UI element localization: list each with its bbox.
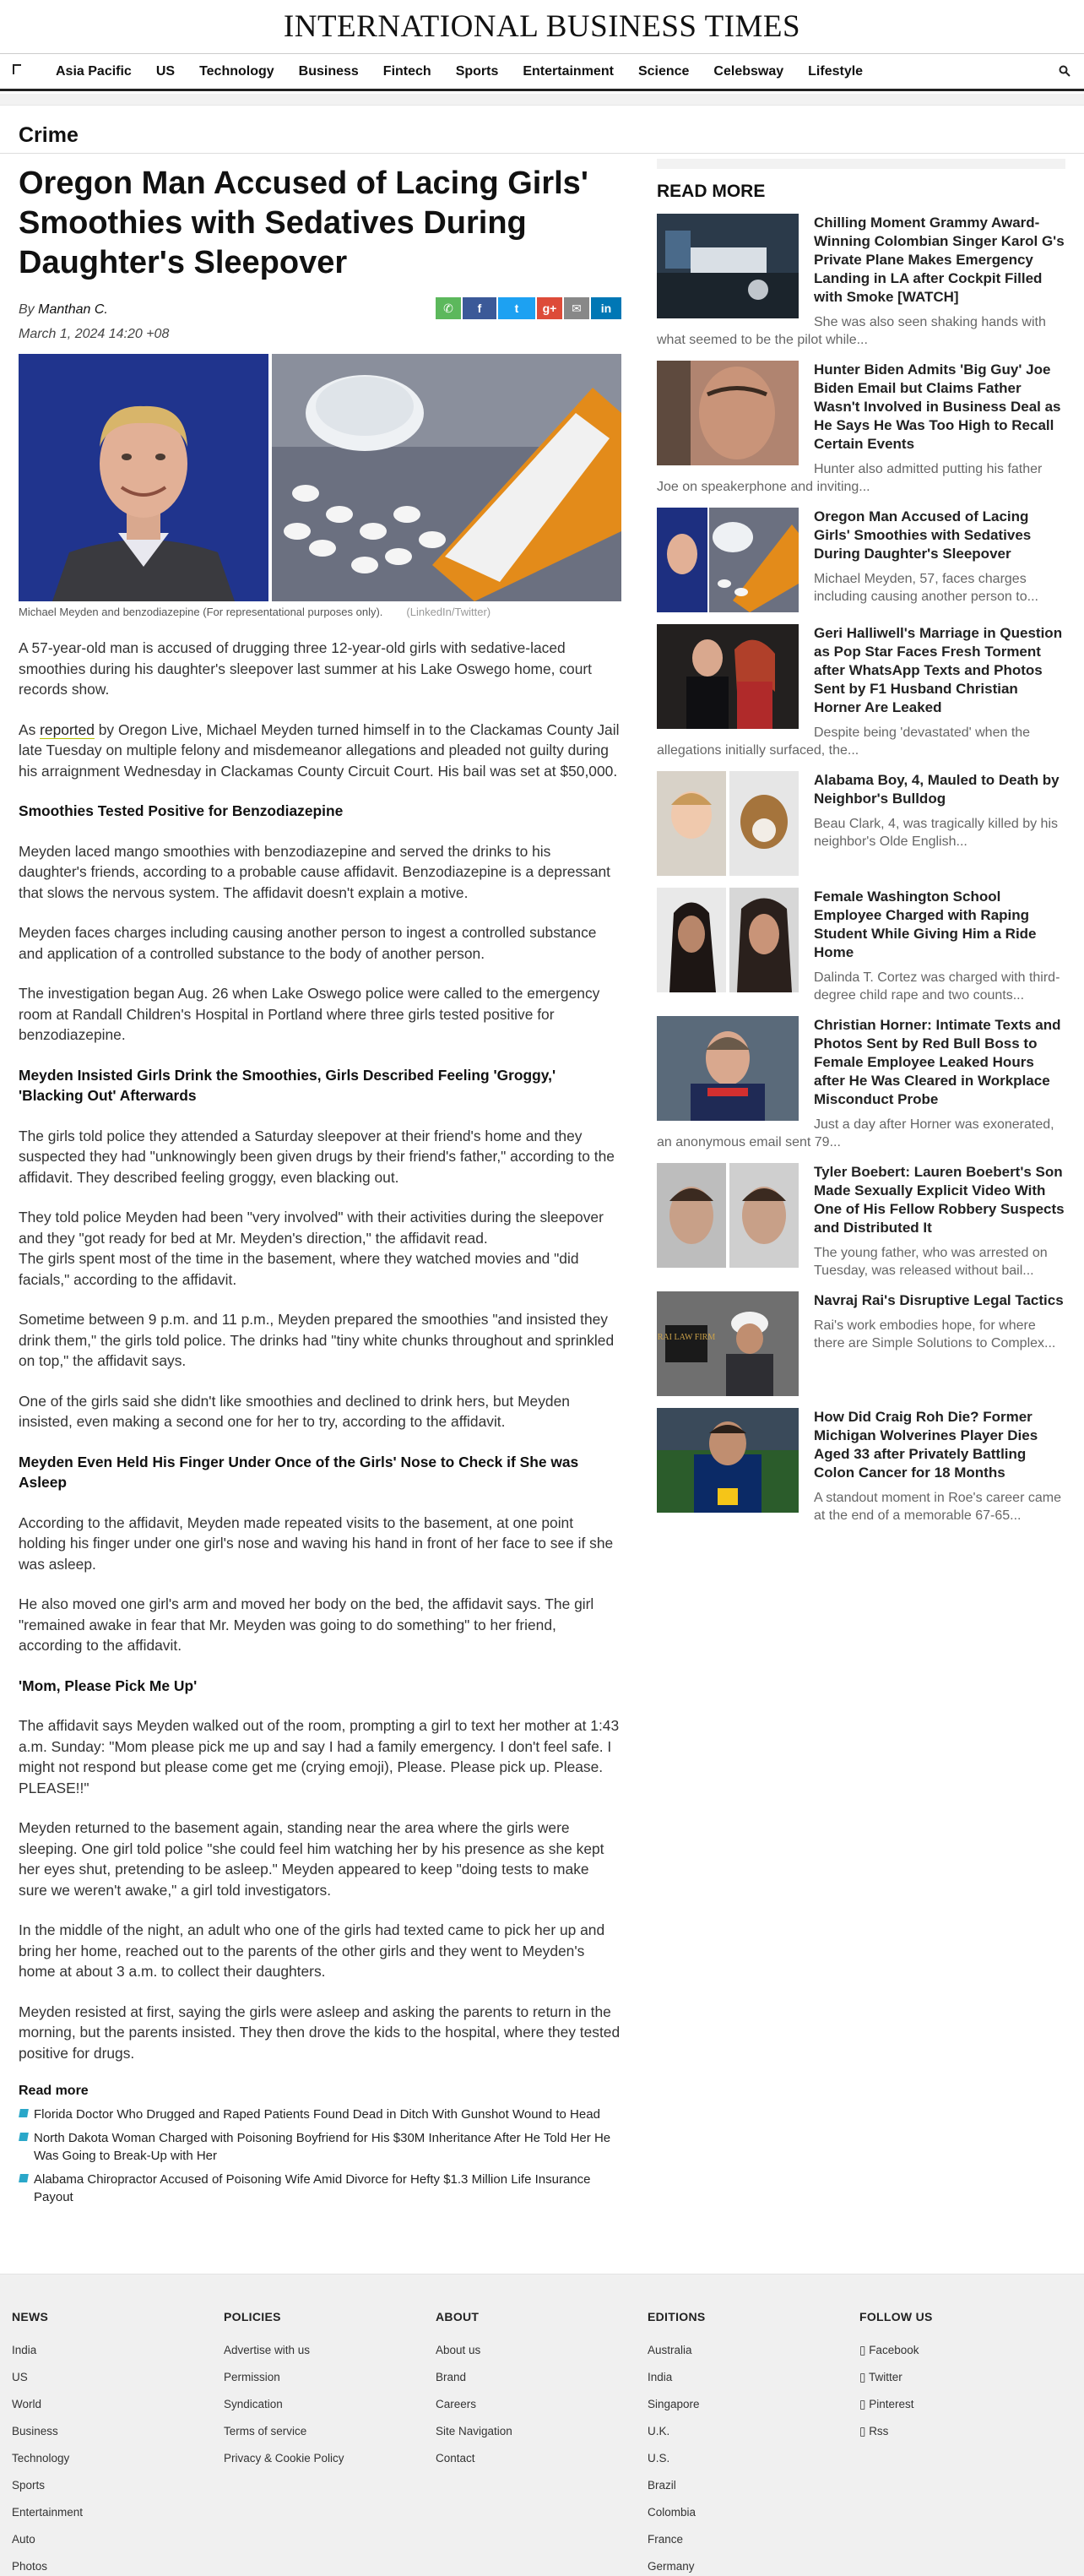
footer-link[interactable]: Brazil [648, 2479, 676, 2492]
bullet-icon [19, 2174, 29, 2182]
email-share-icon[interactable]: ✉ [564, 297, 589, 319]
facebook-link[interactable] [859, 2344, 933, 2371]
footer-link[interactable]: U.K. [648, 2425, 670, 2437]
footer-link[interactable]: Syndication [224, 2398, 283, 2410]
paragraph-text: The girls spent most of the time in the basement, where they watched movies and "did facials," according to the affidavit. [19, 1250, 579, 1288]
site-logo[interactable]: INTERNATIONAL BUSINESS TIMES [283, 9, 801, 44]
footer-link[interactable]: Germany [648, 2560, 695, 2573]
rai-logo-text: RAI LAW FIRM [657, 1333, 716, 1342]
footer-link[interactable]: Privacy & Cookie Policy [224, 2452, 344, 2465]
footer-link[interactable]: India [12, 2344, 37, 2356]
card-desc: Dalinda T. Cortez was charged with third-degree child rape and two counts... [814, 970, 1060, 1003]
footer-link[interactable]: India [648, 2371, 673, 2383]
card-desc: Rai's work embodies hope, for where there are Simple Solutions to Complex... [814, 1318, 1056, 1350]
card-thumbnail[interactable] [657, 1163, 799, 1268]
footer-link[interactable]: Site Navigation [436, 2425, 512, 2437]
card-desc: Michael Meyden, 57, faces charges including causing another person to... [814, 572, 1038, 604]
google-plus-share-icon[interactable]: g+ [537, 297, 562, 319]
paragraph-text: They told police Meyden had been "very involved" with their activities during the sleepover and they "got ready for bed at Mr. Meyden's direction," the affidavit read. [19, 1209, 604, 1247]
share-bar [434, 297, 621, 319]
paragraph: One of the girls said she didn't like smoothies and declined to drink hers, but Meyden insisted, even making a second one for her to try, according to the affidavit. [19, 1392, 570, 1430]
footer-link[interactable]: Permission [224, 2371, 280, 2383]
subheading: 'Mom, Please Pick Me Up' [19, 1677, 198, 1694]
inline-read-more-text[interactable]: Alabama Chiropractor Accused of Poisoning Wife Amid Divorce for Hefty $1.3 Million Life Insurance Payout [34, 2172, 591, 2204]
sidebar-card[interactable] [657, 1016, 1065, 1151]
sidebar-card[interactable] [657, 361, 1065, 496]
nav-item-fintech[interactable]: Fintech [382, 63, 431, 79]
footer-link[interactable]: U.S. [648, 2452, 670, 2465]
paragraph: Meyden laced mango smoothies with benzodiazepine and served the drinks to his daughter's friends, according to a probable cause affidavit. Benzodiazepine is a depressant that slows the nervous system. The affidavit doesn't explain a motive. [19, 842, 611, 901]
sidebar-card[interactable] [657, 888, 1065, 1004]
card-desc: Despite being 'devastated' when the allegations initially surfaced, the... [657, 726, 1031, 758]
footer-heading: POLICIES [224, 2310, 281, 2323]
oregon-live-link[interactable]: reported [40, 720, 95, 738]
paragraph: The investigation began Aug. 26 when Lake Oswego police were called to the emergency room at Randall Children's Hospital in Portland where three girls tested positive for benzodiazepine. [19, 985, 600, 1043]
twitter-share-icon[interactable]: t [498, 297, 535, 319]
card-title[interactable]: Navraj Rai's Disruptive Legal Tactics [814, 1292, 1064, 1308]
paragraph-text: As [19, 720, 41, 738]
sidebar-top-bar [657, 159, 1065, 169]
footer-link-text[interactable]: Pinterest [869, 2398, 914, 2410]
nav-item-science[interactable]: Science [637, 63, 690, 79]
inline-read-more-list [19, 2106, 621, 2206]
card-thumbnail[interactable] [657, 1408, 799, 1513]
hero-portrait-photo [19, 354, 268, 601]
card-thumbnail[interactable] [657, 771, 799, 876]
rss-icon: ▯ [859, 2425, 870, 2437]
footer-link[interactable]: France [648, 2533, 684, 2546]
pinterest-link[interactable] [859, 2398, 933, 2425]
footer-link-text[interactable]: Facebook [869, 2344, 919, 2356]
publish-date: March 1, 2024 14:20 +08 [19, 327, 170, 341]
inline-read-more-link[interactable] [19, 2106, 621, 2123]
nav-item-technology[interactable]: Technology [199, 63, 274, 79]
inline-read-more-title: Read more [19, 2084, 89, 2098]
bullet-icon [19, 2133, 29, 2141]
section-title[interactable]: Crime [19, 123, 79, 147]
paragraph: The girls told police they attended a Saturday sleepover at their friend's home and they suspected they had "unknowingly been given drugs by their friend's father," according to the affidavit. They described feeling groggy, even blacking out. [19, 1127, 615, 1186]
sidebar-card[interactable] [657, 508, 1065, 612]
linkedin-share-icon[interactable]: in [591, 297, 621, 319]
card-title[interactable]: Female Washington School Employee Charged with Raping Student While Giving Him a Ride Home [814, 889, 1037, 960]
bullet-icon [19, 2109, 29, 2117]
inline-read-more-link[interactable] [19, 2129, 621, 2165]
nav-item-sports[interactable]: Sports [455, 63, 499, 79]
footer-link[interactable]: Contact [436, 2452, 475, 2465]
twitter-link[interactable] [859, 2371, 933, 2398]
footer-link[interactable]: Terms of service [224, 2425, 307, 2437]
card-thumbnail[interactable] [657, 361, 799, 465]
footer-col-policies [224, 2310, 344, 2479]
section-header [0, 115, 1084, 154]
footer-link[interactable]: Singapore [648, 2398, 700, 2410]
footer-heading: EDITIONS [648, 2310, 706, 2323]
card-title[interactable]: Tyler Boebert: Lauren Boebert's Son Made Sexually Explicit Video With One of His Fellow Robbery Suspects and Distributed It [814, 1164, 1065, 1236]
nav-item-business[interactable]: Business [298, 63, 359, 79]
article-body [19, 638, 621, 2063]
paragraph: Meyden returned to the basement again, standing near the area where the girls were sleeping. One girl told police "she could feel him watching her by his presence as she kept her eyes shut, pretending to be asleep." Meyden appeared to keep "doing tests to make sure we weren't awake," a girl told investigators. [19, 1819, 604, 1899]
whatsapp-share-icon[interactable]: ✆ [436, 297, 461, 319]
footer-link[interactable]: Sports [12, 2479, 46, 2492]
footer-link[interactable]: Business [12, 2425, 58, 2437]
paragraph: Meyden resisted at first, saying the girls were asleep and asking the parents to return in the morning, but the parents insisted. They then drove the kids to the hospital, where they tested positive for drugs. [19, 2003, 621, 2062]
nav-divider-band [0, 94, 1084, 106]
footer-link[interactable]: About us [436, 2344, 481, 2356]
paragraph [19, 1207, 621, 1290]
inline-read-more-text[interactable]: Florida Doctor Who Drugged and Raped Patients Found Dead in Ditch With Gunshot Wound to Head [34, 2107, 600, 2122]
hero-image [19, 354, 621, 601]
card-title[interactable]: Christian Horner: Intimate Texts and Photos Sent by Red Bull Boss to Female Employee Leaked Hours after He Was Cleared in Workplace Misconduct Probe [814, 1017, 1061, 1107]
nav-item-us[interactable]: US [155, 63, 176, 79]
rss-link[interactable] [859, 2425, 933, 2452]
hero-caption [19, 606, 621, 618]
paragraph: Meyden faces charges including causing another person to ingest a controlled substance and application of a controlled substance to the body of another person. [19, 924, 597, 962]
sidebar-card[interactable] [657, 624, 1065, 759]
footer-col-news [12, 2310, 83, 2576]
footer-link[interactable]: US [12, 2371, 28, 2383]
paragraph [19, 720, 621, 782]
card-desc: Beau Clark, 4, was tragically killed by his neighbor's Olde English... [814, 817, 1059, 849]
card-thumbnail[interactable] [657, 624, 799, 729]
pinterest-icon: ▯ [859, 2398, 870, 2410]
paragraph: A 57-year-old man is accused of drugging three 12-year-old girls with sedative-laced smoothies during his daughter's sleepover last summer at his Lake Oswego home, court records show. [19, 639, 592, 698]
footer-col-follow [859, 2310, 933, 2452]
masthead [0, 0, 1084, 54]
card-desc: A standout moment in Roe's career came at the end of a memorable 67-65... [814, 1491, 1061, 1523]
author-link[interactable]: Manthan C. [38, 302, 108, 317]
inline-read-more-text[interactable]: North Dakota Woman Charged with Poisoning Boyfriend for His $30M Inheritance After He Told Her He Was Going to Break-Up with Her [34, 2131, 611, 2163]
nav-item-entertainment[interactable]: Entertainment [523, 63, 614, 79]
footer-link[interactable]: Colombia [648, 2506, 696, 2519]
card-title[interactable]: How Did Craig Roh Die? Former Michigan Wolverines Player Dies Aged 33 after Privately Battling Colon Cancer for 18 Months [814, 1409, 1038, 1481]
card-thumbnail[interactable] [657, 508, 799, 612]
sidebar [657, 159, 1065, 1524]
home-icon[interactable] [0, 63, 34, 79]
footer-link[interactable]: Auto [12, 2533, 35, 2546]
hero-pills-photo [272, 354, 621, 601]
card-title[interactable]: Hunter Biden Admits 'Big Guy' Joe Biden Email but Claims Father Wasn't Involved in Business Deal as He Says He Was Too High to Recall Certain Events [814, 361, 1061, 452]
card-thumbnail[interactable] [657, 1016, 799, 1121]
paragraph: The affidavit says Meyden walked out of the room, prompting a girl to text her mother at 1:43 a.m. Sunday: "Mom please pick me up and say I had a family emergency. I don't feel safe. I might not respond but please come get me (crying emoji), Please. Please pick up. Please. PLEASE!!" [19, 1717, 620, 1796]
footer-link-text[interactable]: Twitter [868, 2371, 902, 2383]
footer-link[interactable]: Advertise with us [224, 2344, 311, 2356]
footer-link[interactable]: Brand [436, 2371, 467, 2383]
sidebar-card[interactable] [657, 1163, 1065, 1280]
subheading: Meyden Insisted Girls Drink the Smoothies, Girls Described Feeling 'Groggy,' 'Blacking Out' Afterwards [19, 1066, 556, 1104]
inline-read-more-link[interactable] [19, 2171, 621, 2206]
paragraph: He also moved one girl's arm and moved her body on the bed, the affidavit says. The girl "remained awake in fear that Mr. Meyden was going to do something" to her friend, according to the affidavit. [19, 1595, 594, 1654]
caption-credit: (LinkedIn/Twitter) [406, 606, 491, 618]
card-title[interactable]: Alabama Boy, 4, Mauled to Death by Neighbor's Bulldog [814, 772, 1060, 807]
paragraph: In the middle of the night, an adult who one of the girls had texted came to pick her up and bring her home, reached out to the parents of the other girls and they went to Meyden's home at about 3 a.m. to collect their daughters. [19, 1921, 605, 1980]
byline-prefix: By [19, 302, 35, 317]
footer-col-about [436, 2310, 512, 2479]
sidebar-title: READ MORE [657, 182, 766, 201]
card-thumbnail[interactable] [657, 214, 799, 318]
sidebar-card[interactable] [657, 771, 1065, 876]
facebook-share-icon[interactable]: f [463, 297, 496, 319]
card-title[interactable]: Geri Halliwell's Marriage in Question as Pop Star Faces Fresh Torment after WhatsApp Texts and Photos Sent by F1 Husband Christian Horner Are Leaked [814, 625, 1063, 715]
sidebar-card[interactable] [657, 214, 1065, 349]
footer-heading: NEWS [12, 2310, 49, 2323]
footer-link[interactable]: Photos [12, 2560, 48, 2573]
twitter-icon: ▯ [859, 2371, 869, 2383]
footer-heading: FOLLOW US [859, 2310, 933, 2323]
paragraph-text: by Oregon Live, Michael Meyden turned himself in to the Clackamas County Jail late Tuesday on multiple felony and misdemeanor allegations and pleaded not guilty during his arraignment Wednesday in Clackamas County Circuit Court. His bail was set at $50,000. [19, 720, 620, 780]
footer [0, 2274, 1084, 2576]
nav-item-celebsway[interactable]: Celebsway [713, 63, 784, 79]
sidebar-card[interactable] [657, 1291, 1065, 1396]
card-desc: The young father, who was arrested on Tuesday, was released without bail... [814, 1246, 1048, 1278]
footer-link[interactable]: Entertainment [12, 2506, 84, 2519]
footer-link[interactable]: World [12, 2398, 42, 2410]
footer-link-text[interactable]: Rss [869, 2425, 889, 2437]
footer-col-editions [648, 2310, 706, 2576]
paragraph: According to the affidavit, Meyden made repeated visits to the basement, at one point holding his finger under one girl's nose and waving his hand in front of her face to see if she was asleep. [19, 1514, 614, 1573]
subheading: Smoothies Tested Positive for Benzodiazepine [19, 802, 344, 819]
search-icon[interactable] [1059, 65, 1070, 80]
nav-item-asia-pacific[interactable]: Asia Pacific [56, 63, 132, 79]
card-thumbnail[interactable] [657, 1291, 799, 1396]
footer-link[interactable]: Australia [648, 2344, 692, 2356]
sidebar-card[interactable] [657, 1408, 1065, 1524]
facebook-icon: ▯ [859, 2344, 870, 2356]
main-nav [0, 54, 1084, 91]
nav-list [56, 64, 887, 79]
caption-text: Michael Meyden and benzodiazepine (For representational purposes only). [19, 606, 383, 618]
card-title[interactable]: Oregon Man Accused of Lacing Girls' Smoothies with Sedatives During Daughter's Sleepover [814, 508, 1032, 562]
card-desc: Just a day after Horner was exonerated, an anonymous email sent 79... [657, 1117, 1054, 1149]
footer-heading: ABOUT [436, 2310, 480, 2323]
article [19, 159, 621, 2212]
footer-link[interactable]: Careers [436, 2398, 477, 2410]
card-desc: Hunter also admitted putting his father Joe on speakerphone and inviting... [657, 462, 1043, 494]
inline-read-more [19, 2084, 621, 2206]
card-title[interactable]: Chilling Moment Grammy Award-Winning Colombian Singer Karol G's Private Plane Makes Emergency Landing in LA after Cockpit Filled with Smoke [WATCH] [814, 215, 1065, 305]
paragraph: Sometime between 9 p.m. and 11 p.m., Meyden prepared the smoothies "and insisted they drink them," the girls told police. The drinks had "tiny white chunks throughout and sprinkled on top," the affidavit says. [19, 1311, 615, 1369]
card-thumbnail[interactable] [657, 888, 799, 992]
subheading: Meyden Even Held His Finger Under Once of the Girls' Nose to Check if She was Asleep [19, 1453, 579, 1491]
byline [19, 297, 621, 346]
article-headline: Oregon Man Accused of Lacing Girls' Smoothies with Sedatives During Daughter's Sleepover [19, 166, 588, 280]
card-desc: She was also seen shaking hands with what seemed to be the pilot while... [657, 315, 1046, 347]
footer-link[interactable]: Technology [12, 2452, 70, 2465]
nav-item-lifestyle[interactable]: Lifestyle [808, 63, 864, 79]
